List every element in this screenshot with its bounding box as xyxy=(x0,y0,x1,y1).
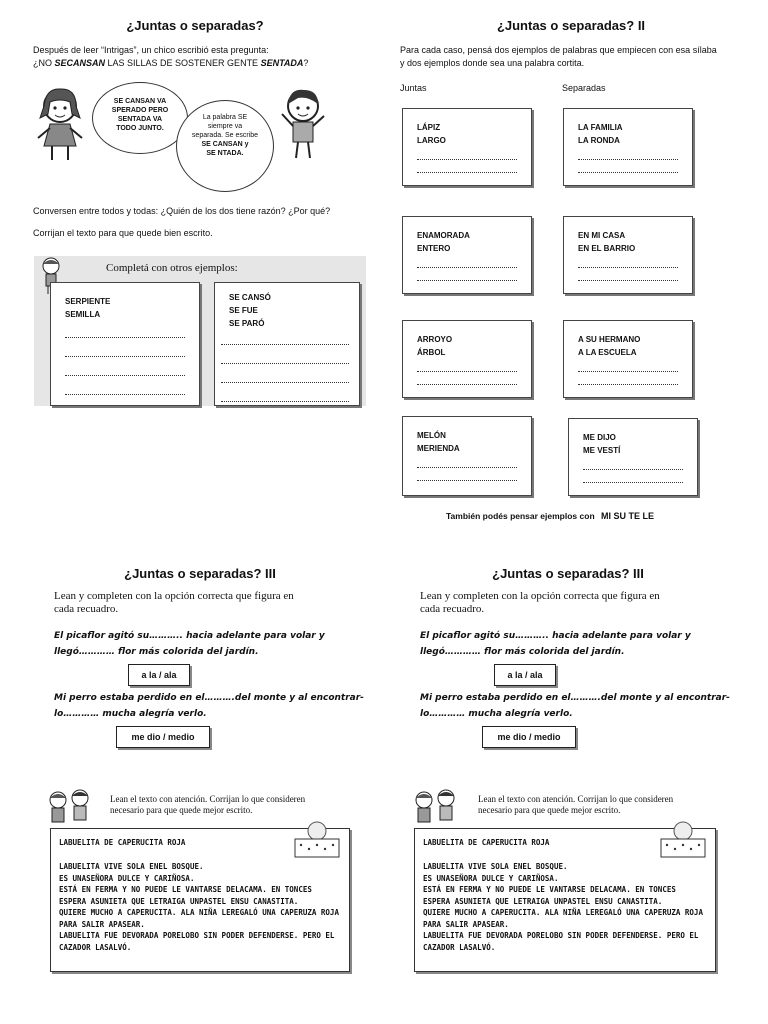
panel3-left xyxy=(0,560,384,980)
panel3-right xyxy=(368,560,758,980)
answer-line[interactable] xyxy=(578,257,678,268)
answer-line[interactable] xyxy=(417,470,517,481)
story-box xyxy=(414,828,716,972)
story-text: LABUELITA VIVE SOLA ENEL BOSQUE. ES UNASEÑORA DULCE Y CARIÑOSA. ESTÁ EN FERMA Y NO PUEDE LE VANTARSE DELACAMA. EN TONCES ESPERA ASUNIETA QUE LETRAIGA UNPASTEL ENSU CANASTITA. QUIERE MUCHO A CAPERUCITA. ALA NIÑA LEREGALÓ UNA CAPERUZA ROJA PARA SALIR APASEAR. LABUELITA FUE DEVORADA PORELOBO SIN PODER DEFENDERSE. PERO EL CAZADOR LASALVÓ. xyxy=(423,862,703,952)
card-juntas-en: ENAMORADA ENTERO xyxy=(402,216,532,294)
answer-line[interactable] xyxy=(583,459,683,470)
examples-card-left: SERPIENTE SEMILLA xyxy=(50,282,200,406)
card-separadas-me: ME DIJO ME VESTÍ xyxy=(568,418,698,496)
card-separadas-la: LA FAMILIA LA RONDA xyxy=(563,108,693,186)
complete-heading: Completá con otros ejemplos: xyxy=(106,262,238,274)
story-title: LABUELITA DE CAPERUCITA ROJA xyxy=(423,838,550,847)
sentence2: Mi perro estaba perdido en el……….del monte y al encontrar- lo………… mucha alegría verlo. xyxy=(420,693,730,719)
card-separadas-a: A SU HERMANO A LA ESCUELA xyxy=(563,320,693,398)
answer-line[interactable] xyxy=(578,149,678,160)
panel2-intro xyxy=(400,44,760,70)
panel2-intro-line1: Para cada caso, pensá dos ejemplos de palabras que empiecen con esa sílaba xyxy=(400,45,717,55)
panel2-title: ¿Juntas o separadas? II xyxy=(496,18,646,33)
panel1-correct: Corrijan el texto para que quede bien escrito. xyxy=(33,228,213,238)
speech-bubble-left: SE CANSAN VA SPERADO PERO SENTADA VA TODO JUNTO. xyxy=(92,82,188,154)
card-juntas-la: LÁPIZ LARGO xyxy=(402,108,532,186)
answer-line[interactable] xyxy=(578,270,678,281)
speech-bubble-right: La palabra SE siempre va separada. Se escribe SE CANSAN y SE NTADA. xyxy=(176,100,274,192)
answer-line[interactable] xyxy=(417,257,517,268)
story-title: LABUELITA DE CAPERUCITA ROJA xyxy=(59,838,186,847)
panel3-instruction: Lean y completen con la opción correcta que figura en cada recuadro. xyxy=(54,590,294,615)
sentence1: El picaflor agitó su……….. hacia adelante para volar y llegó………… flor más colorida del jardín. xyxy=(54,631,325,657)
sentence2: Mi perro estaba perdido en el……….del monte y al encontrar- lo………… mucha alegría verlo. xyxy=(54,693,364,719)
panel2-footer: También podés pensar ejemplos con MI SU TE LE xyxy=(446,511,655,521)
examples-card-right: SE CANSÓ SE FUE SE PARÓ xyxy=(214,282,360,406)
card-separadas-en: EN MI CASA EN EL BARRIO xyxy=(563,216,693,294)
answer-line[interactable] xyxy=(417,374,517,385)
answer-line[interactable] xyxy=(417,270,517,281)
answer-line[interactable] xyxy=(65,346,185,357)
story-text: LABUELITA VIVE SOLA ENEL BOSQUE. ES UNASEÑORA DULCE Y CARIÑOSA. ESTÁ EN FERMA Y NO PUEDE LE VANTARSE DELACAMA. EN TONCES ESPERA ASUNIETA QUE LETRAIGA UNPASTEL ENSU CANASTITA. QUIERE MUCHO A CAPERUCITA. ALA NIÑA LEREGALÓ UNA CAPERUZA ROJA PARA SALIR APASEAR. LABUELITA FUE DEVORADA PORELOBO SIN PODER DEFENDERSE. PERO EL CAZADOR LASALVÓ. xyxy=(59,862,339,952)
answer-line[interactable] xyxy=(221,372,349,383)
panel1-title: ¿Juntas o separadas? xyxy=(126,18,264,33)
story-box xyxy=(50,828,350,972)
panel3-instruction: Lean y completen con la opción correcta que figura en cada recuadro. xyxy=(420,590,660,615)
column-separadas: Separadas xyxy=(562,83,606,93)
answer-line[interactable] xyxy=(583,472,683,483)
answer-line[interactable] xyxy=(221,391,349,402)
answer-line[interactable] xyxy=(578,162,678,173)
option-box-ala[interactable]: a la / ala xyxy=(494,664,556,686)
answer-line[interactable] xyxy=(65,365,185,376)
boy-illustration xyxy=(278,86,328,164)
examples-box xyxy=(34,256,366,406)
panel1-question: ¿NO SECANSAN LAS SILLAS DE SOSTENER GENTE SENTADA? xyxy=(33,58,309,68)
card-juntas-me: MELÓN MERIENDA xyxy=(402,416,532,496)
answer-line[interactable] xyxy=(578,361,678,372)
sentence1: El picaflor agitó su……….. hacia adelante para volar y llegó………… flor más colorida del jardín. xyxy=(420,631,691,657)
panel3-title: ¿Juntas o separadas? III xyxy=(124,566,276,581)
answer-line[interactable] xyxy=(221,353,349,364)
panel1-intro-line1: Después de leer “Intrigas”, un chico escribió esta pregunta: xyxy=(33,45,269,55)
grandma-bed-icon xyxy=(653,819,711,861)
column-juntas: Juntas xyxy=(400,83,427,93)
answer-line[interactable] xyxy=(417,457,517,468)
panel3-title: ¿Juntas o separadas? III xyxy=(492,566,644,581)
panel1-discuss: Conversen entre todos y todas: ¿Quién de los dos tiene razón? ¿Por qué? xyxy=(33,206,331,216)
girl-illustration xyxy=(34,84,86,164)
answer-line[interactable] xyxy=(578,374,678,385)
option-box-ala[interactable]: a la / ala xyxy=(128,664,190,686)
answer-line[interactable] xyxy=(417,149,517,160)
panel1-intro xyxy=(33,44,373,70)
read-instruction: Lean el texto con atención. Corrijan lo que consideren necesario para que quede mejor escrito. xyxy=(110,794,306,815)
card-juntas-a: ARROYO ÁRBOL xyxy=(402,320,532,398)
answer-line[interactable] xyxy=(65,327,185,338)
grandma-bed-icon xyxy=(287,819,345,861)
answer-line[interactable] xyxy=(417,361,517,372)
read-instruction: Lean el texto con atención. Corrijan lo que consideren necesario para que quede mejor escrito. xyxy=(478,794,674,815)
answer-line[interactable] xyxy=(221,334,349,345)
answer-line[interactable] xyxy=(417,162,517,173)
kids-reading-icon xyxy=(410,788,460,828)
kids-reading-icon xyxy=(44,788,94,828)
panel2-intro-line2: y dos ejemplos donde sea una palabra cortita. xyxy=(400,58,585,68)
option-box-medio[interactable]: me dio / medio xyxy=(482,726,576,748)
option-box-medio[interactable]: me dio / medio xyxy=(116,726,210,748)
answer-line[interactable] xyxy=(65,384,185,395)
